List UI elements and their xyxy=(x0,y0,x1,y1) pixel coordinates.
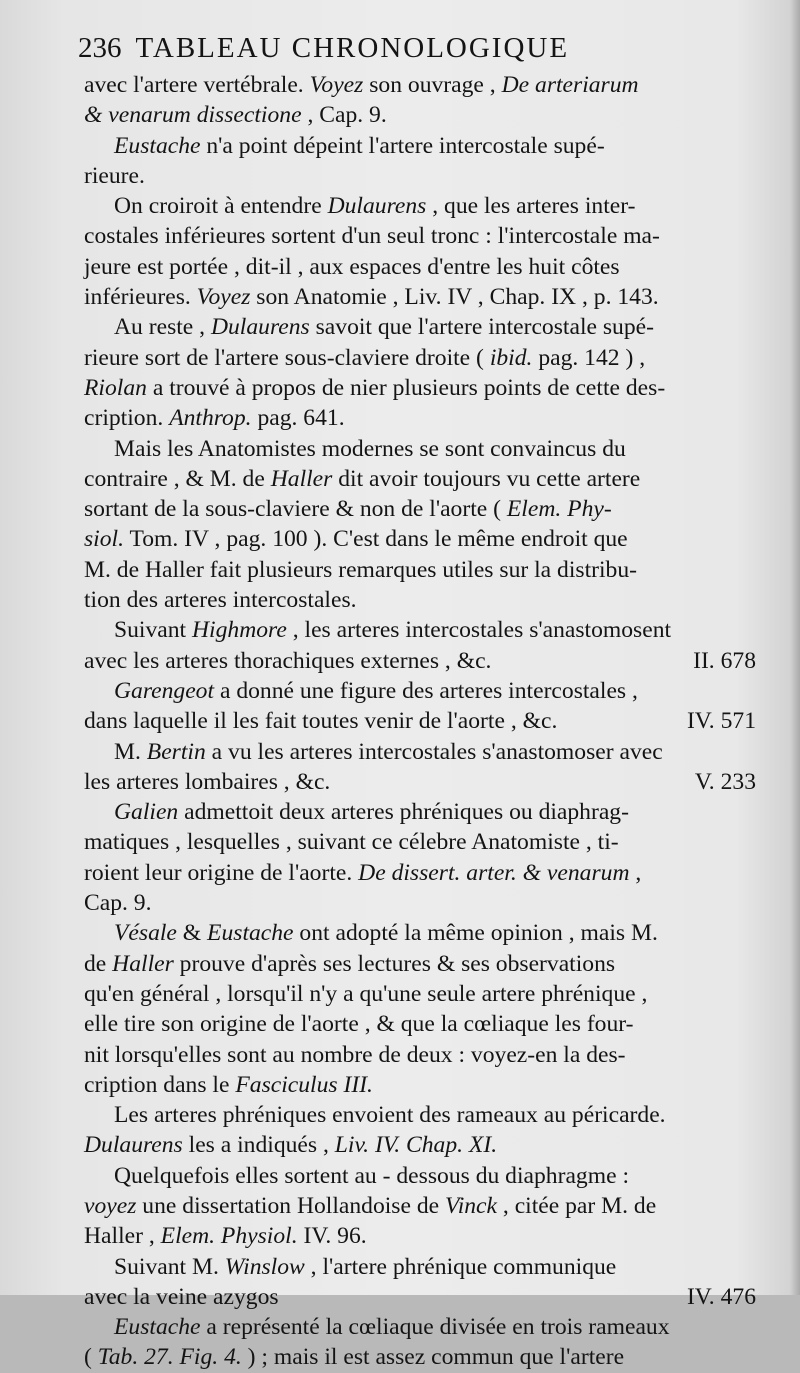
text-line xyxy=(84,403,756,433)
text-line xyxy=(84,585,756,615)
text-run: inférieures. xyxy=(84,284,197,311)
text-run: costales inférieures sortent d'un seul tronc : l'intercostale ma- xyxy=(84,223,660,250)
text-run: Cap. 9. xyxy=(84,890,152,917)
italic-text: & venarum dissectione xyxy=(84,102,302,129)
italic-text: Fasciculus III. xyxy=(235,1071,373,1098)
italic-text: Haller xyxy=(270,465,333,492)
text-line xyxy=(84,949,756,979)
italic-text: Elem. Phy- xyxy=(506,496,612,523)
text-line xyxy=(84,858,756,888)
italic-text: Haller xyxy=(112,950,174,977)
text-line xyxy=(84,100,756,130)
text-run: M. xyxy=(114,738,147,765)
text-line xyxy=(84,464,756,494)
text-run: a vu les arteres intercostales s'anastomoser avec xyxy=(205,738,663,765)
text-run: On croiroit à entendre xyxy=(114,193,328,220)
text-run: cription dans le xyxy=(84,1071,236,1098)
italic-text: Eustache xyxy=(114,1314,201,1341)
text-run: , les arteres intercostales s'anastomosent xyxy=(286,617,672,644)
italic-text: Bertin xyxy=(146,738,206,765)
text-line xyxy=(84,131,756,161)
text-run: rieure sort de l'artere sous-claviere droite ( xyxy=(84,344,490,371)
text-run: roient leur origine de l'aorte. xyxy=(84,859,359,886)
italic-text: siol. xyxy=(84,526,124,553)
text-run: , que les arteres inter- xyxy=(426,193,636,220)
text-run: Quelquefois elles sortent au - dessous du diaphragme : xyxy=(114,1162,630,1189)
italic-text: Anthrop. xyxy=(169,405,252,432)
text-line xyxy=(84,373,756,403)
italic-text: Liv. IV. Chap. XI. xyxy=(334,1132,498,1159)
italic-text: Galien xyxy=(114,799,179,826)
italic-text: Eustache xyxy=(114,132,201,159)
text-line xyxy=(84,1282,756,1312)
text-line xyxy=(84,1009,756,1039)
text-run: Suivant xyxy=(114,617,192,644)
text-line xyxy=(84,827,756,857)
text-run: rieure. xyxy=(84,162,145,189)
text-run: Au reste , xyxy=(114,314,211,341)
text-line xyxy=(84,494,756,524)
text-run: ) ; mais il est assez commun que l'artere xyxy=(241,1344,625,1371)
text-line xyxy=(84,312,756,342)
text-line xyxy=(84,434,756,464)
text-run: matiques , lesquelles , suivant ce célebre Anatomiste , ti- xyxy=(84,829,619,856)
text-line xyxy=(84,252,756,282)
text-line xyxy=(84,979,756,1009)
text-line xyxy=(84,918,756,948)
italic-text: Winslow xyxy=(224,1253,305,1280)
italic-text: Vésale xyxy=(114,920,177,947)
text-run: a trouvé à propos de nier plusieurs points de cette des- xyxy=(146,374,666,401)
text-line xyxy=(84,343,756,373)
text-run: admettoit deux arteres phréniques ou diaphrag- xyxy=(178,799,629,826)
text-line xyxy=(84,524,756,554)
text-run: Tom. IV , pag. 100 ). C'est dans le même endroit que xyxy=(124,526,628,553)
text-run: qu'en général , lorsqu'il n'y a qu'une seule artere phrénique , xyxy=(84,980,648,1007)
text-run: , Cap. 9. xyxy=(301,102,387,129)
italic-text: Vinck xyxy=(445,1192,497,1219)
text-run: M. de Haller fait plusieurs remarques utiles sur la distribu- xyxy=(84,556,638,583)
text-line xyxy=(84,555,756,585)
italic-text: De arteriarum xyxy=(501,72,639,98)
text-line xyxy=(84,221,756,251)
text-line xyxy=(84,797,756,827)
running-header xyxy=(78,28,758,68)
italic-text: De dissert. arter. & venarum xyxy=(358,859,630,886)
text-run: & xyxy=(176,920,208,947)
text-run: a donné une figure des arteres intercostales , xyxy=(214,677,638,704)
text-run: cription. xyxy=(84,405,170,432)
text-run: contraire , & M. de xyxy=(84,465,271,492)
italic-text: Dulaurens xyxy=(84,1132,183,1159)
text-run: nit lorsqu'elles sont au nombre de deux : voyez-en la des- xyxy=(84,1041,626,1068)
text-run: avec l'artere vertébrale. xyxy=(84,72,310,98)
italic-text: ibid. xyxy=(489,344,533,371)
text-run: savoit que l'artere intercostale supé- xyxy=(309,314,654,341)
text-run: , l'artere phrénique communique xyxy=(304,1253,617,1280)
text-run: pag. 641. xyxy=(251,405,345,432)
text-run: Les arteres phréniques envoient des rameaux au péricarde. xyxy=(114,1102,666,1129)
italic-text: Dulaurens xyxy=(327,193,427,220)
text-line xyxy=(84,615,756,645)
italic-text: Garengeot xyxy=(114,677,215,704)
text-line xyxy=(84,737,756,767)
text-line xyxy=(84,767,756,797)
text-line xyxy=(84,1342,756,1372)
text-run: ( xyxy=(84,1344,98,1371)
text-line xyxy=(84,706,756,736)
italic-text: Elem. Physiol. xyxy=(160,1223,298,1250)
text-run: les a indiqués , xyxy=(182,1132,335,1159)
text-run: une dissertation Hollandoise de xyxy=(136,1192,446,1219)
italic-text: Eustache xyxy=(207,920,294,947)
text-run: tion des arteres intercostales. xyxy=(84,587,357,614)
text-run: n'a point dépeint l'artere intercostale supé- xyxy=(200,132,605,159)
text-run: son Anatomie , Liv. IV , Chap. IX , p. 143. xyxy=(250,284,659,311)
text-line xyxy=(84,70,756,100)
text-line xyxy=(84,676,756,706)
text-line xyxy=(84,888,756,918)
text-run: jeure est portée , dit-il , aux espaces d'entre les huit côtes xyxy=(84,253,620,280)
text-run: sortant de la sous-claviere & non de l'aorte ( xyxy=(84,496,507,523)
text-run: prouve d'après ses lectures & ses observations xyxy=(173,950,616,977)
text-line xyxy=(84,1191,756,1221)
text-line xyxy=(84,1100,756,1130)
text-line xyxy=(84,161,756,191)
text-run: Mais les Anatomistes modernes se sont convaincus du xyxy=(114,435,626,462)
page-number: 236 xyxy=(78,32,122,64)
text-line xyxy=(84,191,756,221)
text-run: pag. 142 ) , xyxy=(532,344,646,371)
reference-number: V. 233 xyxy=(694,768,756,795)
text-run: de xyxy=(84,950,113,977)
text-run: , citée par M. de xyxy=(497,1192,657,1219)
text-run: avec les arteres thorachiques externes , &c. xyxy=(84,647,492,674)
text-run: avec la veine azygos xyxy=(84,1283,279,1310)
running-title: TABLEAU CHRONOLOGIQUE xyxy=(135,32,570,64)
reference-number: IV. 571 xyxy=(686,708,756,735)
italic-text: Voyez xyxy=(309,72,364,98)
page-edge-shadow xyxy=(790,0,800,1295)
italic-text: Riolan xyxy=(84,374,147,401)
text-run: a représenté la cœliaque divisée en trois rameaux xyxy=(200,1314,670,1341)
text-line xyxy=(84,282,756,312)
text-line xyxy=(84,646,756,676)
text-run: ont adopté la même opinion , mais M. xyxy=(293,920,658,947)
text-line xyxy=(84,1161,756,1191)
text-line xyxy=(84,1130,756,1160)
italic-text: Dulaurens xyxy=(210,314,310,341)
italic-text: voyez xyxy=(84,1192,137,1219)
text-run: dans laquelle il les fait toutes venir de l'aorte , &c. xyxy=(84,708,558,735)
italic-text: Tab. 27. Fig. 4. xyxy=(97,1344,242,1371)
text-line xyxy=(84,1070,756,1100)
italic-text: Voyez xyxy=(196,284,251,311)
text-run: son ouvrage , xyxy=(363,72,502,98)
text-line xyxy=(84,1040,756,1070)
text-line xyxy=(84,1252,756,1282)
text-run: IV. 96. xyxy=(297,1223,367,1250)
text-line xyxy=(84,1312,756,1342)
text-run: elle tire son origine de l'aorte , & que la cœliaque les four- xyxy=(84,1011,634,1038)
italic-text: Highmore xyxy=(192,617,287,644)
text-run: , xyxy=(629,859,642,886)
text-run: les arteres lombaires , &c. xyxy=(84,768,331,795)
reference-number: IV. 476 xyxy=(686,1283,756,1310)
text-run: Haller , xyxy=(84,1223,161,1250)
body-text xyxy=(84,70,756,1373)
reference-number: II. 678 xyxy=(693,647,756,674)
text-run: Suivant M. xyxy=(114,1253,225,1280)
text-run: dit avoir toujours vu cette artere xyxy=(332,465,641,492)
text-line xyxy=(84,1221,756,1251)
